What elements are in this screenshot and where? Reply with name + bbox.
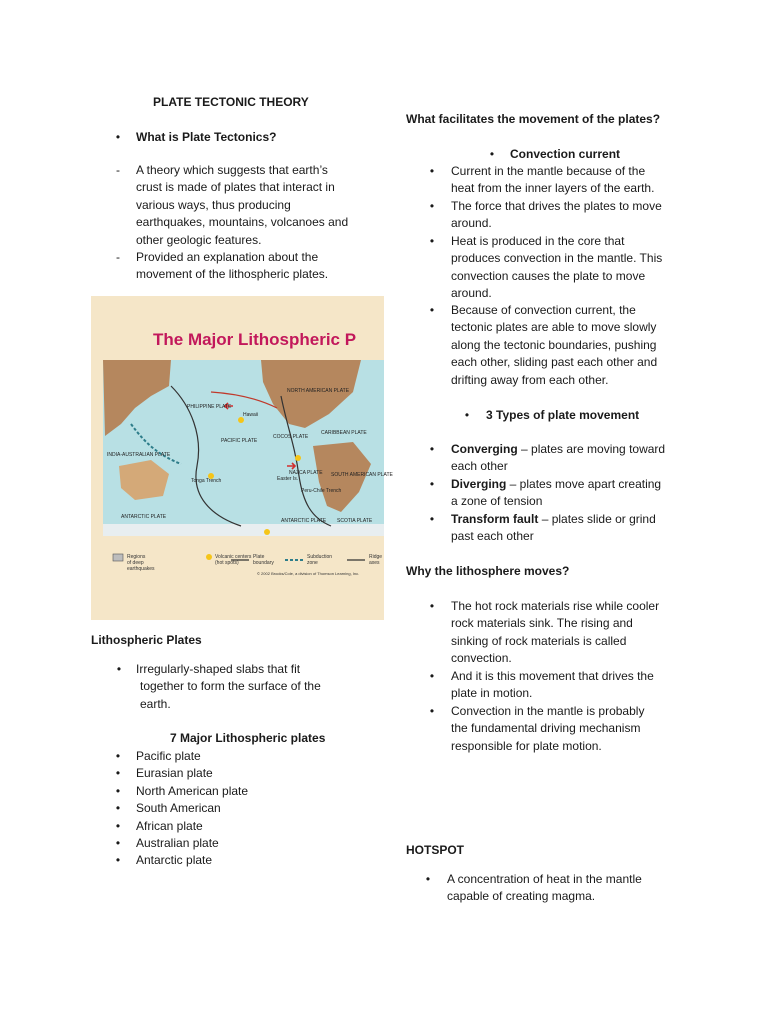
seven-plates-heading: 7 Major Lithospheric plates [170,731,326,745]
bullet-icon: • [429,442,435,456]
legend-volcanic-line2: (hot spots) [215,560,239,566]
bullet-icon: • [115,818,121,833]
bullet-icon: • [425,872,431,886]
what-is-question: • What is Plate Tectonics? [113,129,383,147]
bullet-icon: • [464,408,470,422]
label-hawaii: Hawaii [243,412,259,418]
legend-ridge-line1: Ridge [369,554,383,560]
why-bullet: • Convection in the mantle is probably the fundamental driving mechanism responsible for plate motion. [427,703,687,757]
legend-volcanic-swatch [206,554,212,560]
legend-deep-line2: of deep [127,560,144,566]
legend-subduction-line2: zone [307,560,318,566]
label-caribbean-plate: CARIBBEAN PLATE [321,430,367,436]
label-south-american-plate: SOUTH AMERICAN PLATE [331,472,393,478]
label-peru-chile-trench: Peru-Chile Trench [301,488,342,494]
bullet-icon: • [115,853,121,868]
dash-item-explanation: - Provided an explanation about the movement of the lithospheric plates. [113,249,383,285]
bullet-icon: • [429,512,435,526]
bullet-icon: • [115,766,121,781]
convection-bullet: • The force that drives the plates to move around. [427,198,687,234]
bullet-icon: • [115,836,121,850]
legend-ridge-line2: axes [369,560,380,566]
bullet-icon: • [429,599,435,613]
convection-bullet: • Heat is produced in the core that produces convection in the mantle. This convection causes the plate to move around. [427,233,687,303]
label-pacific-plate: PACIFIC PLATE [221,438,258,444]
legend-boundary-line1: Plate [253,554,265,560]
legend-boundary-line2: boundary [253,560,274,566]
bullet-icon: • [429,303,435,317]
types-heading: • 3 Types of plate movement [462,407,682,425]
bullet-icon: • [429,234,435,248]
label-easter-island: Easter Is. [277,476,299,482]
bullet-icon: • [116,662,122,676]
legend-subduction-line1: Subduction [307,554,333,560]
hotspot-marker [264,529,270,535]
legend-deep-line3: earthquakes [127,566,155,572]
map-copyright: © 2002 Brooks/Cole, a division of Thomson Learning, Inc. [257,571,360,576]
why-bullet: • And it is this movement that drives the plate in motion. [427,668,687,704]
label-indo-australian-plate: INDIA-AUSTRALIAN PLATE [107,452,171,458]
movement-type-item: • Diverging – plates move apart creating a zone of tension [427,476,687,512]
lithospheric-plates-map [91,296,393,620]
dash-item-theory: - A theory which suggests that earth’s crust is made of plates that interact in various ways, thus producing earthquakes, mountains, volcanoes and other geologic features. [113,162,383,250]
page-title: PLATE TECTONIC THEORY [153,95,309,109]
bullet-icon: • [115,783,121,798]
convection-heading: • Convection current [487,146,687,164]
label-antarctic-plate-east: ANTARCTIC PLATE [281,518,327,524]
label-scotia-plate: SCOTIA PLATE [337,518,373,524]
convection-bullet: • Current in the mantle because of the heat from the inner layers of the earth. [427,163,687,199]
legend-deep-swatch [113,554,123,561]
dash-icon: - [116,163,120,177]
hotspot-bullet: • A concentration of heat in the mantle capable of creating magma. [423,871,687,907]
legend-deep-line1: Regions [127,554,146,560]
why-bullet: • The hot rock materials rise while cooler rock materials sink. The rising and sinking of rock materials is called convection. [427,598,687,668]
hotspot-marker [295,455,301,461]
dash-icon: - [116,250,120,264]
bullet-icon: • [489,147,495,161]
label-antarctic-plate-west: ANTARCTIC PLATE [121,514,167,520]
movement-type-item: • Transform fault – plates slide or grind past each other [427,511,687,547]
bullet-icon: • [115,130,121,144]
plates-list: • Pacific plate • Eurasian plate • North American plate • South American • African plate • Australian plate • Antarctic plate [113,748,383,870]
bullet-icon: • [115,801,121,816]
why-heading: Why the lithosphere moves? [406,564,570,578]
bullet-icon: • [429,477,435,491]
map-title: The Major Lithospheric P [153,330,357,349]
hotspot-heading: HOTSPOT [406,843,465,857]
bullet-icon: • [429,199,435,213]
bullet-icon: • [429,704,435,718]
lithospheric-definition-item: • Irregularly-shaped slabs that fit together to form the surface of the earth. [114,661,384,715]
bullet-icon: • [429,164,435,178]
legend-volcanic-line1: Volcanic centers [215,554,252,560]
label-tonga-trench: Tonga Trench [191,478,222,484]
lithospheric-plates-heading: Lithospheric Plates [91,633,202,647]
movement-question-heading: What facilitates the movement of the plates? [406,112,661,126]
convection-bullet: • Because of convection current, the tectonic plates are able to move slowly along the tectonic boundaries, pushing each other, sliding past each other and drifting away from each other. [427,302,687,390]
label-philippine-plate: PHILIPPINE PLATE [187,404,232,410]
label-nazca-plate: NAZCA PLATE [289,470,323,476]
bullet-icon: • [429,669,435,683]
movement-type-item: • Converging – plates are moving toward each other [427,441,687,477]
label-north-american-plate: NORTH AMERICAN PLATE [287,388,350,394]
label-cocos-plate: COCOS PLATE [273,434,309,440]
bullet-icon: • [115,749,121,763]
